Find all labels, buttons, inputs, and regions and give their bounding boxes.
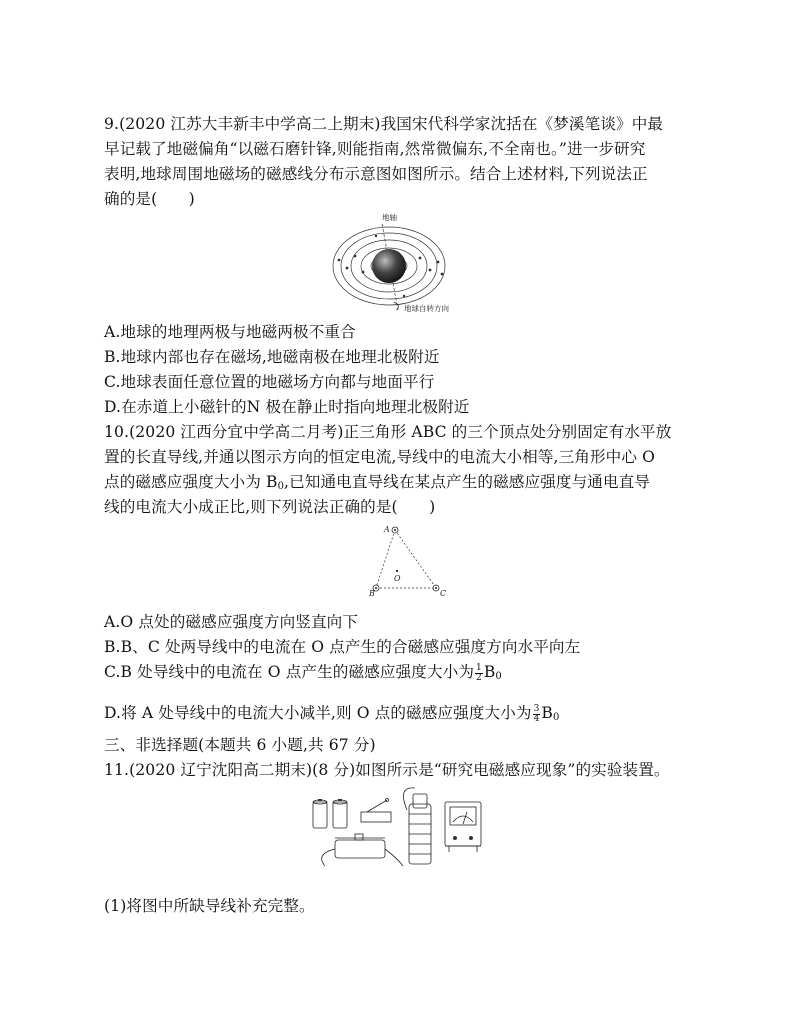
switch-base — [361, 812, 391, 822]
earth-sphere — [372, 249, 406, 283]
b-symbol: B — [483, 663, 496, 681]
rheostat-body — [335, 840, 385, 858]
b-symbol: B — [541, 704, 553, 722]
b0-subscript: 0 — [277, 481, 285, 492]
q10-option-c — [104, 660, 694, 689]
center-o-dot — [396, 570, 398, 572]
earth-magnetic-field-figure — [330, 210, 480, 316]
small-coil — [413, 794, 427, 808]
battery-2 — [333, 802, 347, 828]
label-a: A — [384, 525, 390, 534]
label-o: O — [394, 574, 401, 583]
battery-1 — [313, 802, 327, 828]
q9-option-d: D.在赤道上小磁针的N 极在静止时指向地理北极附近 — [104, 398, 470, 416]
q10-option-b: B.B、C 处两导线中的电流在 O 点产生的合磁感应强度方向水平向左 — [104, 638, 581, 656]
section-heading: 三、非选择题(本题共 6 小题,共 67 分) — [104, 736, 376, 754]
q10-option-d-text: D.将 A 处导线中的电流大小减半,则 O 点的磁感应强度大小为 — [104, 704, 532, 722]
fraction-denominator: 4 — [533, 713, 540, 724]
q9-option-a: A.地球的地理两极与地磁两极不重合 — [104, 323, 356, 341]
q9-option-c: C.地球表面任意位置的地磁场方向都与地面平行 — [104, 373, 435, 391]
earth-axis-label: 地轴 — [382, 213, 397, 222]
triangle-wires-figure — [370, 520, 455, 600]
earth-rotation-label: 地球自转方向 — [404, 304, 449, 313]
electromagnetic-induction-apparatus-figure — [305, 782, 490, 874]
q10-stem-line-1: 10.(2020 江西分宜中学高二月考)正三角形 ABC 的三个顶点处分别固定有水平放 — [104, 423, 672, 441]
b0-subscript: 0 — [495, 671, 502, 682]
q10-stem-line-2: 置的长直导线,并通以图示方向的恒定电流,导线中的电流大小相等,三角形中心 O — [104, 448, 656, 466]
q11-part-1: (1)将图中所缺导线补充完整。 — [104, 897, 315, 915]
q9-stem-line-2: 早记载了地磁偏角“以磁石磨针锋,则能指南,然常微偏东,不全南也。”进一步研究 — [104, 140, 646, 158]
q10-option-d — [104, 701, 694, 730]
q10-option-c-text: C.B 处导线中的电流在 O 点产生的磁感应强度大小为 — [104, 663, 475, 681]
fraction-three-quarters — [533, 705, 541, 724]
q10-stem-line-4: 线的电流大小成正比,则下列说法正确的是( ) — [104, 498, 436, 516]
fraction-one-half — [475, 664, 483, 683]
q9-stem-line-1: 9.(2020 江苏大丰新丰中学高二上期末)我国宋代科学家沈括在《梦溪笔谈》中最 — [104, 115, 664, 133]
q10-option-a: A.O 点处的磁感应强度方向竖直向下 — [104, 613, 359, 631]
q11-stem-line-1: 11.(2020 辽宁沈阳高二期末)(8 分)如图所示是“研究电磁感应现象”的实验装置。 — [104, 761, 670, 779]
label-c: C — [440, 589, 447, 598]
b0-subscript: 0 — [552, 712, 560, 723]
q10-stem-line-3-text: 点的磁感应强度大小为 B — [104, 473, 278, 491]
q9-option-b: B.地球内部也存在磁场,地磁南极在地理北极附近 — [104, 348, 440, 366]
q9-stem-line-4: 确的是( ) — [104, 190, 195, 208]
switch-lever — [367, 800, 387, 812]
q9-stem-line-3: 表明,地球周围地磁场的磁感线分布示意图如图所示。结合上述材料,下列说法正 — [104, 165, 648, 183]
fraction-denominator: 2 — [476, 672, 482, 683]
label-b: B — [369, 589, 375, 598]
fraction-numerator: 3 — [533, 703, 540, 714]
q10-stem-line-3-rest: ,已知通电直导线在某点产生的磁感应强度与通电直导 — [284, 473, 651, 491]
fraction-numerator: 1 — [476, 662, 482, 673]
